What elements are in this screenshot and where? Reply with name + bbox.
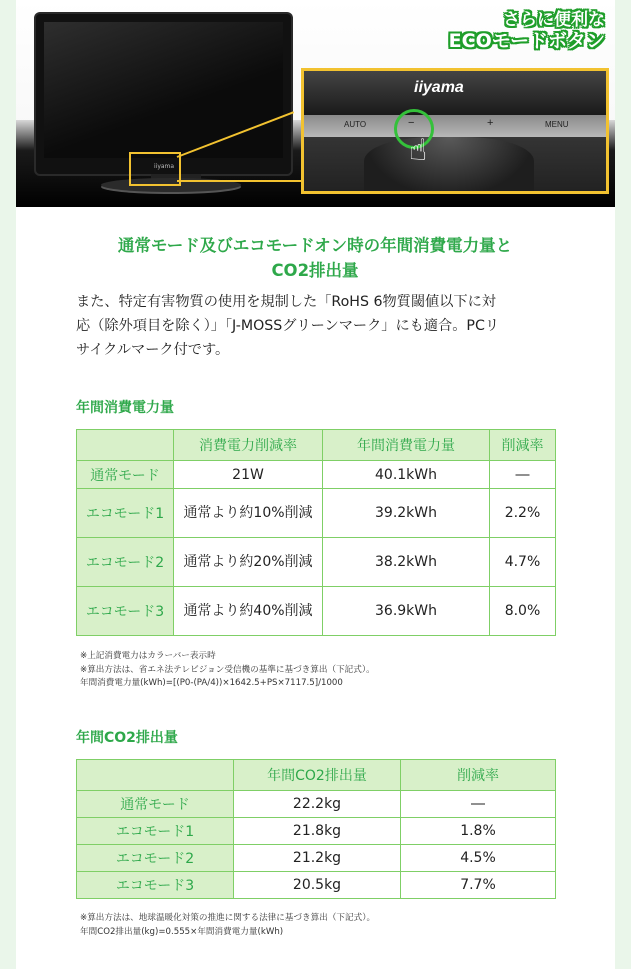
left-rail [0, 0, 16, 969]
intro-paragraph [76, 290, 554, 362]
row-amount: 21.8kg [234, 818, 401, 845]
row-rate: 通常より約10%削減 [174, 489, 323, 538]
table-header-row [77, 430, 556, 461]
monitor-illustration [36, 14, 291, 174]
row-amount: 20.5kg [234, 872, 401, 899]
power-notes [80, 650, 375, 691]
highlight-box [129, 152, 181, 186]
note-line: 年間消費電力量(kWh)=[(P0-(PA/4))×1642.5+PS×7117.5]/1000 [80, 678, 343, 688]
co2-notes [80, 912, 375, 939]
table-header-cell [77, 430, 174, 461]
table-row [77, 461, 556, 489]
row-annual: 39.2kWh [323, 489, 490, 538]
note-line: ※算出方法は、省エネ法テレビジョン受信機の基準に基づき算出（下記式）。 [80, 664, 375, 675]
row-mode: エコモード3 [77, 872, 234, 899]
power-table [76, 429, 556, 636]
row-mode: エコモード2 [77, 845, 234, 872]
row-mode: エコモード3 [77, 587, 174, 636]
note-line: ※算出方法は、地球温暖化対策の推進に関する法律に基づき算出（下記式）。 [80, 913, 376, 923]
note-line: 年間CO2排出量(kg)=0.555×年間消費電力量(kWh) [80, 926, 284, 937]
monitor-logo: iiyama [154, 163, 175, 170]
table-header-row [77, 760, 556, 791]
section-heading-line2: CO2排出量 [271, 261, 359, 280]
row-reduction: 7.7% [401, 872, 556, 899]
row-annual: 40.1kWh [323, 461, 490, 489]
note-line: ※上記消費電力はカラーバー表示時 [80, 651, 216, 661]
row-annual: 38.2kWh [323, 538, 490, 587]
table-header-cell [77, 760, 234, 791]
hero-image [16, 0, 615, 207]
table-row [77, 791, 556, 818]
intro-line2: 応（除外項目を除く）」「J-MOSSグリーンマーク」にも適合。PCリ [76, 318, 500, 334]
table-header-cell: 削減率 [401, 760, 556, 791]
section-heading [76, 233, 554, 283]
intro-line1: また、特定有害物質の使用を規制した「RoHS 6物質閾値以下に対 [76, 294, 496, 310]
table-header-cell: 消費電力削減率 [174, 430, 323, 461]
table-row [77, 489, 556, 538]
row-mode: エコモード1 [77, 489, 174, 538]
menu-button-label: MENU [545, 120, 569, 129]
monitor-screen [44, 22, 283, 158]
promo-line1: さらに便利な [503, 10, 605, 30]
auto-button-label: AUTO [344, 120, 367, 129]
table-row [77, 818, 556, 845]
promo-line2: ECOモードボタン [448, 30, 605, 52]
row-reduction: 8.0% [490, 587, 556, 636]
zoom-inset [301, 68, 609, 194]
co2-title: 年間CO2排出量 [76, 730, 178, 746]
right-rail [615, 0, 631, 969]
plus-button-label: + [487, 117, 494, 129]
row-annual: 36.9kWh [323, 587, 490, 636]
row-mode: エコモード2 [77, 538, 174, 587]
row-reduction: 1.8% [401, 818, 556, 845]
row-rate: 通常より約40%削減 [174, 587, 323, 636]
stand-neck [364, 137, 534, 194]
table-row [77, 538, 556, 587]
table-header-cell: 削減率 [490, 430, 556, 461]
intro-line3: サイクルマーク付です。 [76, 342, 230, 358]
table-row [77, 587, 556, 636]
row-amount: 21.2kg [234, 845, 401, 872]
pointing-hand-icon: ☝ [409, 133, 428, 168]
section-heading-line1: 通常モード及びエコモードオン時の年間消費電力量と [117, 236, 513, 255]
row-reduction: 4.7% [490, 538, 556, 587]
table-row [77, 872, 556, 899]
table-header-cell: 年間CO2排出量 [234, 760, 401, 791]
table-header-cell: 年間消費電力量 [323, 430, 490, 461]
power-title: 年間消費電力量 [76, 400, 174, 416]
row-reduction: 2.2% [490, 489, 556, 538]
co2-table [76, 759, 556, 899]
brand-logo: iiyama [414, 79, 464, 96]
row-rate: 21W [174, 461, 323, 489]
minus-button-label: − [408, 117, 415, 129]
row-reduction: ― [401, 791, 556, 818]
highlight-connector-bottom [177, 180, 302, 182]
promo-caption [449, 12, 605, 51]
table-row [77, 845, 556, 872]
row-mode: エコモード1 [77, 818, 234, 845]
row-amount: 22.2kg [234, 791, 401, 818]
row-rate: 通常より約20%削減 [174, 538, 323, 587]
row-reduction: ― [490, 461, 556, 489]
row-reduction: 4.5% [401, 845, 556, 872]
row-mode: 通常モード [77, 791, 234, 818]
row-mode: 通常モード [77, 461, 174, 489]
